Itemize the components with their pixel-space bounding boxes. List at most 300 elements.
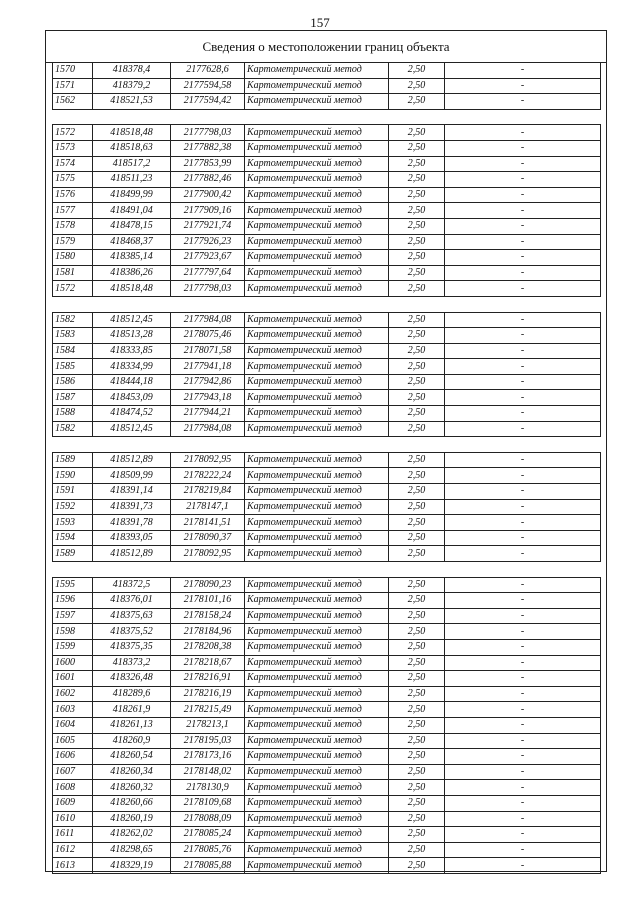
method-cell: Картометрический метод (245, 499, 389, 515)
method-cell: Картометрический метод (245, 374, 389, 390)
x-coordinate-cell: 418499,99 (93, 187, 171, 203)
accuracy-cell: 2,50 (389, 343, 445, 359)
accuracy-cell: 2,50 (389, 655, 445, 671)
accuracy-cell: 2,50 (389, 234, 445, 250)
table-row (53, 702, 601, 718)
separator-cell (53, 562, 601, 578)
x-coordinate-cell: 418375,52 (93, 624, 171, 640)
y-coordinate-cell: 2178101,16 (171, 593, 245, 609)
x-coordinate-cell: 418375,35 (93, 639, 171, 655)
group-separator-row (53, 562, 601, 578)
method-cell: Картометрический метод (245, 811, 389, 827)
point-number-cell: 1570 (53, 63, 93, 79)
point-number-cell: 1600 (53, 655, 93, 671)
table-row (53, 140, 601, 156)
x-coordinate-cell: 418453,09 (93, 390, 171, 406)
x-coordinate-cell: 418260,32 (93, 780, 171, 796)
group-separator-row (53, 437, 601, 453)
x-coordinate-cell: 418260,34 (93, 764, 171, 780)
x-coordinate-cell: 418376,01 (93, 593, 171, 609)
point-number-cell: 1572 (53, 281, 93, 297)
point-number-cell: 1562 (53, 94, 93, 110)
point-number-cell: 1594 (53, 530, 93, 546)
method-cell: Картометрический метод (245, 764, 389, 780)
y-coordinate-cell: 2178085,24 (171, 827, 245, 843)
table-row (53, 125, 601, 141)
note-cell: - (445, 187, 601, 203)
table-row (53, 733, 601, 749)
point-number-cell: 1579 (53, 234, 93, 250)
accuracy-cell: 2,50 (389, 702, 445, 718)
point-number-cell: 1578 (53, 218, 93, 234)
x-coordinate-cell: 418373,2 (93, 655, 171, 671)
note-cell: - (445, 406, 601, 422)
method-cell: Картометрический метод (245, 717, 389, 733)
x-coordinate-cell: 418391,14 (93, 484, 171, 500)
point-number-cell: 1574 (53, 156, 93, 172)
y-coordinate-cell: 2177900,42 (171, 187, 245, 203)
accuracy-cell: 2,50 (389, 187, 445, 203)
note-cell: - (445, 811, 601, 827)
y-coordinate-cell: 2178092,95 (171, 546, 245, 562)
method-cell: Картометрический метод (245, 343, 389, 359)
table-row (53, 639, 601, 655)
x-coordinate-cell: 418474,52 (93, 406, 171, 422)
separator-cell (53, 109, 601, 125)
x-coordinate-cell: 418326,48 (93, 671, 171, 687)
accuracy-cell: 2,50 (389, 764, 445, 780)
accuracy-cell: 2,50 (389, 608, 445, 624)
x-coordinate-cell: 418378,4 (93, 63, 171, 79)
x-coordinate-cell: 418260,19 (93, 811, 171, 827)
method-cell: Картометрический метод (245, 608, 389, 624)
note-cell: - (445, 733, 601, 749)
note-cell: - (445, 717, 601, 733)
accuracy-cell: 2,50 (389, 78, 445, 94)
table-row (53, 593, 601, 609)
x-coordinate-cell: 418393,05 (93, 530, 171, 546)
note-cell: - (445, 764, 601, 780)
note-cell: - (445, 795, 601, 811)
point-number-cell: 1595 (53, 577, 93, 593)
method-cell: Картометрический метод (245, 639, 389, 655)
accuracy-cell: 2,50 (389, 795, 445, 811)
point-number-cell: 1573 (53, 140, 93, 156)
point-number-cell: 1597 (53, 608, 93, 624)
table-row (53, 780, 601, 796)
y-coordinate-cell: 2177882,38 (171, 140, 245, 156)
method-cell: Картометрический метод (245, 452, 389, 468)
point-number-cell: 1580 (53, 250, 93, 266)
note-cell: - (445, 234, 601, 250)
separator-cell (53, 437, 601, 453)
y-coordinate-cell: 2178213,1 (171, 717, 245, 733)
accuracy-cell: 2,50 (389, 811, 445, 827)
y-coordinate-cell: 2178208,38 (171, 639, 245, 655)
y-coordinate-cell: 2177909,16 (171, 203, 245, 219)
accuracy-cell: 2,50 (389, 749, 445, 765)
method-cell: Картометрический метод (245, 281, 389, 297)
accuracy-cell: 2,50 (389, 281, 445, 297)
note-cell: - (445, 125, 601, 141)
method-cell: Картометрический метод (245, 484, 389, 500)
y-coordinate-cell: 2177941,18 (171, 359, 245, 375)
accuracy-cell: 2,50 (389, 94, 445, 110)
point-number-cell: 1599 (53, 639, 93, 655)
x-coordinate-cell: 418379,2 (93, 78, 171, 94)
y-coordinate-cell: 2178141,51 (171, 515, 245, 531)
y-coordinate-cell: 2178088,09 (171, 811, 245, 827)
point-number-cell: 1607 (53, 764, 93, 780)
note-cell: - (445, 858, 601, 874)
y-coordinate-cell: 2178173,16 (171, 749, 245, 765)
note-cell: - (445, 265, 601, 281)
y-coordinate-cell: 2178184,96 (171, 624, 245, 640)
point-number-cell: 1598 (53, 624, 93, 640)
y-coordinate-cell: 2177984,08 (171, 421, 245, 437)
accuracy-cell: 2,50 (389, 312, 445, 328)
point-number-cell: 1602 (53, 686, 93, 702)
method-cell: Картометрический метод (245, 187, 389, 203)
table-row (53, 686, 601, 702)
table-row (53, 577, 601, 593)
note-cell: - (445, 655, 601, 671)
point-number-cell: 1609 (53, 795, 93, 811)
x-coordinate-cell: 418518,63 (93, 140, 171, 156)
accuracy-cell: 2,50 (389, 484, 445, 500)
accuracy-cell: 2,50 (389, 374, 445, 390)
table-row (53, 374, 601, 390)
note-cell: - (445, 515, 601, 531)
note-cell: - (445, 281, 601, 297)
note-cell: - (445, 250, 601, 266)
method-cell: Картометрический метод (245, 655, 389, 671)
x-coordinate-cell: 418391,78 (93, 515, 171, 531)
x-coordinate-cell: 418261,13 (93, 717, 171, 733)
note-cell: - (445, 359, 601, 375)
point-number-cell: 1611 (53, 827, 93, 843)
method-cell: Картометрический метод (245, 328, 389, 344)
point-number-cell: 1585 (53, 359, 93, 375)
point-number-cell: 1601 (53, 671, 93, 687)
accuracy-cell: 2,50 (389, 328, 445, 344)
note-cell: - (445, 593, 601, 609)
table-row (53, 218, 601, 234)
accuracy-cell: 2,50 (389, 156, 445, 172)
method-cell: Картометрический метод (245, 795, 389, 811)
accuracy-cell: 2,50 (389, 265, 445, 281)
table-row (53, 671, 601, 687)
table-row (53, 156, 601, 172)
table-row (53, 281, 601, 297)
point-number-cell: 1572 (53, 125, 93, 141)
accuracy-cell: 2,50 (389, 499, 445, 515)
y-coordinate-cell: 2178130,9 (171, 780, 245, 796)
y-coordinate-cell: 2178090,37 (171, 530, 245, 546)
note-cell: - (445, 468, 601, 484)
y-coordinate-cell: 2178222,24 (171, 468, 245, 484)
note-cell: - (445, 78, 601, 94)
point-number-cell: 1589 (53, 546, 93, 562)
table-row (53, 842, 601, 858)
x-coordinate-cell: 418372,5 (93, 577, 171, 593)
table-row (53, 390, 601, 406)
table-row (53, 499, 601, 515)
note-cell: - (445, 546, 601, 562)
accuracy-cell: 2,50 (389, 827, 445, 843)
y-coordinate-cell: 2177882,46 (171, 172, 245, 188)
y-coordinate-cell: 2177942,86 (171, 374, 245, 390)
table-row (53, 63, 601, 79)
note-cell: - (445, 374, 601, 390)
point-number-cell: 1575 (53, 172, 93, 188)
table-row (53, 94, 601, 110)
method-cell: Картометрический метод (245, 827, 389, 843)
y-coordinate-cell: 2178147,1 (171, 499, 245, 515)
table-row (53, 406, 601, 422)
accuracy-cell: 2,50 (389, 63, 445, 79)
note-cell: - (445, 203, 601, 219)
x-coordinate-cell: 418385,14 (93, 250, 171, 266)
table-row (53, 530, 601, 546)
table-row (53, 624, 601, 640)
x-coordinate-cell: 418260,66 (93, 795, 171, 811)
point-number-cell: 1583 (53, 328, 93, 344)
table-row (53, 172, 601, 188)
y-coordinate-cell: 2177944,21 (171, 406, 245, 422)
note-cell: - (445, 577, 601, 593)
x-coordinate-cell: 418521,53 (93, 94, 171, 110)
point-number-cell: 1612 (53, 842, 93, 858)
point-number-cell: 1608 (53, 780, 93, 796)
y-coordinate-cell: 2177923,67 (171, 250, 245, 266)
note-cell: - (445, 312, 601, 328)
point-number-cell: 1586 (53, 374, 93, 390)
x-coordinate-cell: 418468,37 (93, 234, 171, 250)
x-coordinate-cell: 418334,99 (93, 359, 171, 375)
note-cell: - (445, 671, 601, 687)
note-cell: - (445, 702, 601, 718)
y-coordinate-cell: 2177853,99 (171, 156, 245, 172)
accuracy-cell: 2,50 (389, 858, 445, 874)
method-cell: Картометрический метод (245, 125, 389, 141)
accuracy-cell: 2,50 (389, 452, 445, 468)
y-coordinate-cell: 2177594,42 (171, 94, 245, 110)
note-cell: - (445, 686, 601, 702)
table-row (53, 343, 601, 359)
table-row (53, 655, 601, 671)
x-coordinate-cell: 418478,15 (93, 218, 171, 234)
point-number-cell: 1581 (53, 265, 93, 281)
x-coordinate-cell: 418518,48 (93, 125, 171, 141)
x-coordinate-cell: 418512,89 (93, 452, 171, 468)
y-coordinate-cell: 2177921,74 (171, 218, 245, 234)
point-number-cell: 1605 (53, 733, 93, 749)
y-coordinate-cell: 2177798,03 (171, 125, 245, 141)
table-row (53, 468, 601, 484)
y-coordinate-cell: 2178092,95 (171, 452, 245, 468)
method-cell: Картометрический метод (245, 624, 389, 640)
point-number-cell: 1606 (53, 749, 93, 765)
table-row (53, 78, 601, 94)
note-cell: - (445, 390, 601, 406)
note-cell: - (445, 328, 601, 344)
method-cell: Картометрический метод (245, 312, 389, 328)
method-cell: Картометрический метод (245, 390, 389, 406)
table-row (53, 484, 601, 500)
x-coordinate-cell: 418509,99 (93, 468, 171, 484)
table-row (53, 250, 601, 266)
accuracy-cell: 2,50 (389, 468, 445, 484)
accuracy-cell: 2,50 (389, 359, 445, 375)
y-coordinate-cell: 2178085,76 (171, 842, 245, 858)
point-number-cell: 1576 (53, 187, 93, 203)
x-coordinate-cell: 418511,23 (93, 172, 171, 188)
note-cell: - (445, 343, 601, 359)
note-cell: - (445, 94, 601, 110)
y-coordinate-cell: 2178219,84 (171, 484, 245, 500)
point-number-cell: 1584 (53, 343, 93, 359)
x-coordinate-cell: 418260,9 (93, 733, 171, 749)
y-coordinate-cell: 2177926,23 (171, 234, 245, 250)
y-coordinate-cell: 2178195,03 (171, 733, 245, 749)
note-cell: - (445, 63, 601, 79)
y-coordinate-cell: 2178218,67 (171, 655, 245, 671)
x-coordinate-cell: 418444,18 (93, 374, 171, 390)
table-row (53, 764, 601, 780)
point-number-cell: 1571 (53, 78, 93, 94)
boundary-points-table (52, 62, 601, 874)
table-row (53, 312, 601, 328)
separator-cell (53, 296, 601, 312)
table-row (53, 234, 601, 250)
method-cell: Картометрический метод (245, 218, 389, 234)
accuracy-cell: 2,50 (389, 671, 445, 687)
accuracy-cell: 2,50 (389, 686, 445, 702)
point-number-cell: 1596 (53, 593, 93, 609)
x-coordinate-cell: 418298,65 (93, 842, 171, 858)
method-cell: Картометрический метод (245, 671, 389, 687)
accuracy-cell: 2,50 (389, 406, 445, 422)
note-cell: - (445, 140, 601, 156)
method-cell: Картометрический метод (245, 515, 389, 531)
method-cell: Картометрический метод (245, 140, 389, 156)
note-cell: - (445, 499, 601, 515)
point-number-cell: 1610 (53, 811, 93, 827)
note-cell: - (445, 530, 601, 546)
y-coordinate-cell: 2178216,19 (171, 686, 245, 702)
method-cell: Картометрический метод (245, 250, 389, 266)
point-number-cell: 1582 (53, 312, 93, 328)
x-coordinate-cell: 418391,73 (93, 499, 171, 515)
point-number-cell: 1587 (53, 390, 93, 406)
point-number-cell: 1588 (53, 406, 93, 422)
table-row (53, 546, 601, 562)
method-cell: Картометрический метод (245, 749, 389, 765)
note-cell: - (445, 608, 601, 624)
accuracy-cell: 2,50 (389, 125, 445, 141)
x-coordinate-cell: 418512,45 (93, 421, 171, 437)
point-number-cell: 1589 (53, 452, 93, 468)
y-coordinate-cell: 2177628,6 (171, 63, 245, 79)
accuracy-cell: 2,50 (389, 140, 445, 156)
accuracy-cell: 2,50 (389, 733, 445, 749)
point-number-cell: 1582 (53, 421, 93, 437)
accuracy-cell: 2,50 (389, 515, 445, 531)
method-cell: Картометрический метод (245, 530, 389, 546)
accuracy-cell: 2,50 (389, 593, 445, 609)
method-cell: Картометрический метод (245, 842, 389, 858)
group-separator-row (53, 109, 601, 125)
y-coordinate-cell: 2178109,68 (171, 795, 245, 811)
table-row (53, 187, 601, 203)
method-cell: Картометрический метод (245, 733, 389, 749)
y-coordinate-cell: 2177797,64 (171, 265, 245, 281)
table-row (53, 328, 601, 344)
table-row (53, 827, 601, 843)
method-cell: Картометрический метод (245, 468, 389, 484)
x-coordinate-cell: 418512,89 (93, 546, 171, 562)
y-coordinate-cell: 2178148,02 (171, 764, 245, 780)
note-cell: - (445, 639, 601, 655)
method-cell: Картометрический метод (245, 94, 389, 110)
note-cell: - (445, 452, 601, 468)
x-coordinate-cell: 418261,9 (93, 702, 171, 718)
accuracy-cell: 2,50 (389, 250, 445, 266)
point-number-cell: 1613 (53, 858, 93, 874)
note-cell: - (445, 624, 601, 640)
x-coordinate-cell: 418329,19 (93, 858, 171, 874)
method-cell: Картометрический метод (245, 593, 389, 609)
accuracy-cell: 2,50 (389, 639, 445, 655)
table-row (53, 452, 601, 468)
point-number-cell: 1604 (53, 717, 93, 733)
method-cell: Картометрический метод (245, 406, 389, 422)
accuracy-cell: 2,50 (389, 842, 445, 858)
point-number-cell: 1603 (53, 702, 93, 718)
x-coordinate-cell: 418375,63 (93, 608, 171, 624)
table-caption: Сведения о местоположении границ объекта (202, 39, 450, 54)
page-number: 157 (310, 15, 330, 30)
note-cell: - (445, 780, 601, 796)
note-cell: - (445, 749, 601, 765)
accuracy-cell: 2,50 (389, 421, 445, 437)
y-coordinate-cell: 2178215,49 (171, 702, 245, 718)
method-cell: Картометрический метод (245, 78, 389, 94)
accuracy-cell: 2,50 (389, 390, 445, 406)
x-coordinate-cell: 418260,54 (93, 749, 171, 765)
group-separator-row (53, 296, 601, 312)
note-cell: - (445, 156, 601, 172)
y-coordinate-cell: 2177798,03 (171, 281, 245, 297)
method-cell: Картометрический метод (245, 265, 389, 281)
accuracy-cell: 2,50 (389, 780, 445, 796)
method-cell: Картометрический метод (245, 203, 389, 219)
accuracy-cell: 2,50 (389, 546, 445, 562)
table-row (53, 749, 601, 765)
table-row (53, 359, 601, 375)
point-number-cell: 1593 (53, 515, 93, 531)
table-row (53, 265, 601, 281)
table-row (53, 608, 601, 624)
method-cell: Картометрический метод (245, 686, 389, 702)
y-coordinate-cell: 2178158,24 (171, 608, 245, 624)
accuracy-cell: 2,50 (389, 218, 445, 234)
method-cell: Картометрический метод (245, 780, 389, 796)
x-coordinate-cell: 418491,04 (93, 203, 171, 219)
method-cell: Картометрический метод (245, 421, 389, 437)
x-coordinate-cell: 418333,85 (93, 343, 171, 359)
